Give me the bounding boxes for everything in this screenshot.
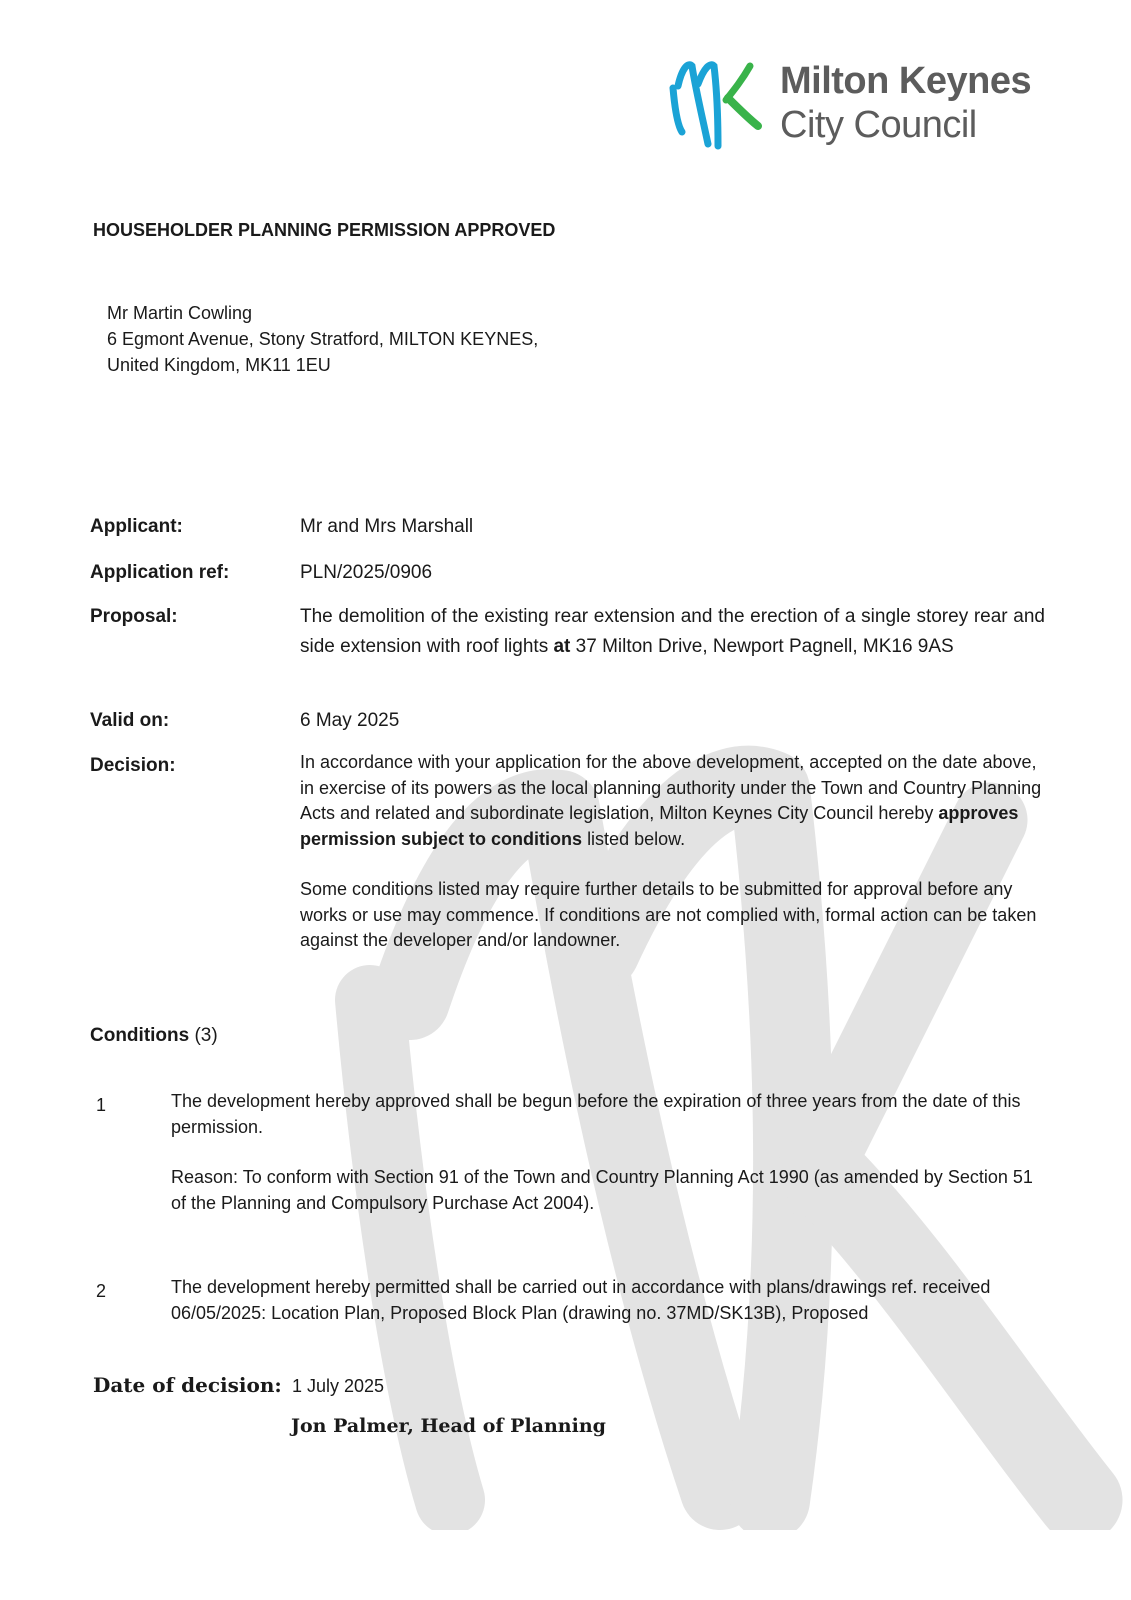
valid-on-label: Valid on: [90,710,170,731]
council-name-line2: City Council [780,104,977,146]
council-name-line1: Milton Keynes [780,60,1032,102]
council-logo [668,56,1108,156]
proposal-text: The demolition of the existing rear extension and the erection of a single storey rear and side extension with roof lights [300,606,1045,657]
proposal-at: at [553,636,571,657]
valid-on-value: 6 May 2025 [300,710,400,731]
condition-number: 2 [96,1281,107,1301]
signatory: Jon Palmer, Head of Planning [291,1415,606,1437]
decision-p1-end: listed below. [587,828,686,849]
decision-text [300,750,1045,979]
proposal-location: 37 Milton Drive, Newport Pagnell, MK16 9AS [575,636,954,657]
conditions-count: (3) [194,1025,218,1046]
decision-paragraph-1 [300,750,1045,852]
decision-paragraph-2: Some conditions listed may require further details to be submitted for approval before any works or use may commence. If conditions are not complied with, formal action can be taken against the developer and/or landowner. [300,879,1037,950]
application-ref-value: PLN/2025/0906 [300,562,433,583]
document-title: HOUSEHOLDER PLANNING PERMISSION APPROVED [93,220,556,240]
mk-logo-mark [668,56,778,156]
applicant-value: Mr and Mrs Marshall [300,516,474,537]
date-of-decision-label: Date of decision: [93,1373,282,1397]
decision-label: Decision: [90,755,176,776]
proposal-value [300,602,1045,662]
condition-reason: Reason: To conform with Section 91 of the Town and Country Planning Act 1990 (as amended by Section 51 of the Planning and Compulsory Purchase Act 2004). [171,1167,1033,1213]
recipient-address-line2: United Kingdom, MK11 1EU [107,355,331,375]
application-ref-label: Application ref: [90,562,230,583]
condition-item [171,1089,1051,1241]
proposal-label: Proposal: [90,606,178,627]
condition-number: 1 [96,1095,107,1115]
condition-text: The development hereby approved shall be begun before the expiration of three years from the date of this permission. [171,1091,1021,1137]
recipient-name: Mr Martin Cowling [107,303,253,323]
applicant-label: Applicant: [90,516,183,537]
recipient-address-line1: 6 Egmont Avenue, Stony Stratford, MILTON KEYNES, [107,329,539,349]
date-of-decision-value: 1 July 2025 [292,1376,385,1396]
conditions-heading [90,1025,218,1047]
recipient-address [107,300,538,378]
condition-item [171,1275,1051,1351]
conditions-heading-label: Conditions [90,1025,190,1046]
decision-p1-bold: approves permission subject to conditions [300,803,1019,849]
decision-p1-start: In accordance with your application for the above development, accepted on the date above, in exercise of its powers as the local planning authority under the Town and Country Planning Acts and related and subordinate legislation, Milton Keynes City Council hereby [300,752,1042,823]
condition-text: The development hereby permitted shall be carried out in accordance with plans/drawings ref. received 06/05/2025: Location Plan, Proposed Block Plan (drawing no. 37MD/SK13B), Proposed [171,1277,991,1323]
